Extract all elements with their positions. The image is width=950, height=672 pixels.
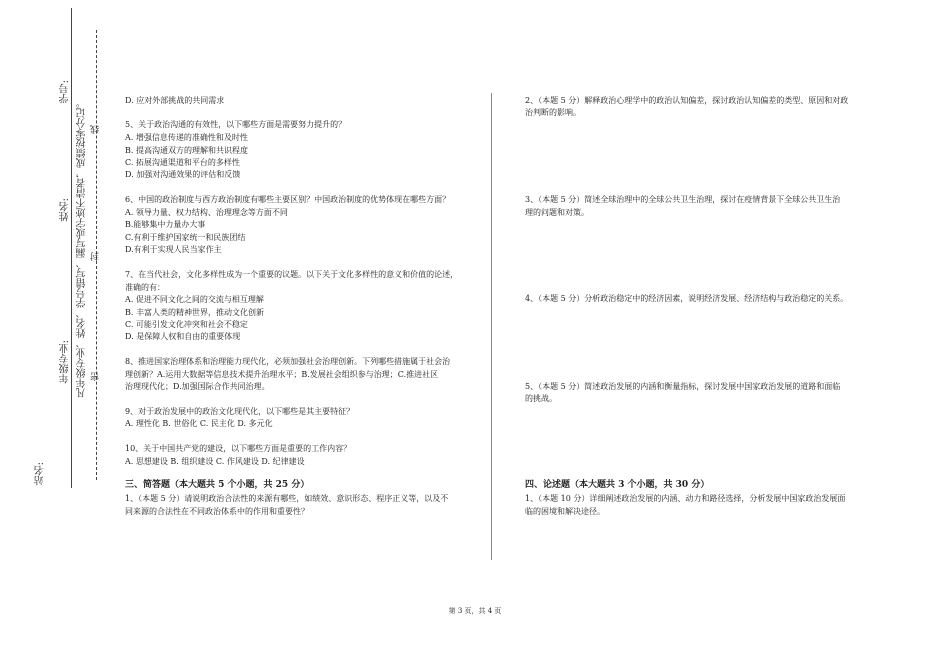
section-4-title: 四、论述题（本大题共 3 个小题，共 30 分） xyxy=(525,480,710,490)
s3-q1-line2: 同来源的合法性在不同政治体系中的作用和重要性？ xyxy=(125,507,309,516)
seal-feng: 封 xyxy=(91,252,101,261)
station-label: 站名: xyxy=(35,462,46,486)
q5-option-b: B. 提高沟通双方的理解和共识程度 xyxy=(125,146,248,155)
student-id-label: 学号: xyxy=(60,80,71,104)
q7-option-c: C. 可能引发文化冲突和社会不稳定 xyxy=(125,320,248,329)
grade-major-label: 年级专业: xyxy=(60,340,71,384)
page-number: 第 3 页，共 4 页 xyxy=(448,607,502,615)
q4-option-d: D. 应对外部挑战的共同需求 xyxy=(125,96,225,105)
q7-option-b: B. 丰富人类的精神世界，推动文化创新 xyxy=(125,308,264,317)
s3-q2-line1: 2、（本题 5 分）解释政治心理学中的政治认知偏差，探讨政治认知偏差的类型、原因和对政 xyxy=(525,96,849,105)
s4-q1-line2: 临的困境和解决途径。 xyxy=(525,507,605,516)
q8-line1: 8、推进国家治理体系和治理能力现代化，必须加强社会治理创新。下列哪些措施属于社会治 xyxy=(125,357,451,366)
q6-option-b: B.能够集中力量办大事 xyxy=(125,220,206,229)
q10-stem: 10、关于中国共产党的建设，以下哪些方面是重要的工作内容？ xyxy=(125,444,352,453)
seal-xian: 线 xyxy=(91,125,101,134)
q8-line3: 治理现代化；D.加强国际合作共同治理。 xyxy=(125,382,270,391)
q7-option-d: D. 是保障人权和自由的重要体现 xyxy=(125,332,241,341)
q6-option-d: D.有利于实现人民当家作主 xyxy=(125,245,222,254)
q9-stem: 9、对于政治发展中的政治文化现代化，以下哪些是其主要特征？ xyxy=(125,407,355,416)
q5-option-a: A. 增强信息传递的准确性和及时性 xyxy=(125,133,248,142)
q9-options: A. 理性化 B. 世俗化 C. 民主化 D. 多元化 xyxy=(125,419,273,428)
q10-options: A. 思想建设 B. 组织建设 C. 作风建设 D. 纪律建设 xyxy=(125,457,305,466)
s3-q5-line1: 5、（本题 5 分）简述政治发展的内涵和衡量指标，探讨发展中国家政治发展的道路和面临 xyxy=(525,382,841,391)
s3-q3-line2: 理的问题和对策。 xyxy=(525,208,589,217)
q7-stem-line1: 7、在当代社会，文化多样性成为一个重要的议题。以下关于文化多样性的意义和价值的论述， xyxy=(125,270,459,279)
q6-option-a: A. 领导力量、权力结构、治理理念等方面不同 xyxy=(125,208,288,217)
s3-q3-line1: 3、（本题 5 分）简述全球治理中的全球公共卫生治理，探讨在疫情背景下全球公共卫生治 xyxy=(525,195,841,204)
q7-stem-line2: 准确的有： xyxy=(125,283,165,292)
s3-q4-line1: 4、（本题 5 分）分析政治稳定中的经济因素，说明经济发展、经济结构与政治稳定的关系。 xyxy=(525,294,849,303)
q7-option-a: A. 促进不同文化之间的交流与相互理解 xyxy=(125,295,264,304)
q6-stem: 6、中国的政治制度与西方政治制度有哪些主要区别？中国政治制度的优势体现在哪些方面？ xyxy=(125,195,451,204)
s3-q2-line2: 治判断的影响。 xyxy=(525,108,581,117)
q5-option-d: D. 加强对沟通效果的评估和反馈 xyxy=(125,170,241,179)
margin-notice: 凡年级专业、姓名、学号错写、漏写或字迹不清者，成绩按零分记。 xyxy=(77,98,88,398)
seal-mi: 密 xyxy=(91,372,101,381)
q8-line2: 理创新？A.运用大数据等信息技术提升治理水平；B.发展社会组织参与治理；C.推进社区 xyxy=(125,370,439,379)
column-divider xyxy=(491,93,492,560)
q5-option-c: C. 拓展沟通渠道和平台的多样性 xyxy=(125,158,240,167)
binding-margin xyxy=(0,0,112,672)
binding-solid-line xyxy=(71,8,72,488)
name-label: 姓名: xyxy=(60,198,71,222)
section-3-title: 三、简答题（本大题共 5 个小题，共 25 分） xyxy=(125,480,310,490)
q5-stem: 5、关于政治沟通的有效性，以下哪些方面是需要努力提升的？ xyxy=(125,120,347,129)
s3-q1-line1: 1、（本题 5 分）请说明政治合法性的来源有哪些，如绩效、意识形态、程序正义等，以及不 xyxy=(125,494,449,503)
q6-option-c: C.有利于维护国家统一和民族团结 xyxy=(125,233,246,242)
s3-q5-line2: 的挑战。 xyxy=(525,394,557,403)
s4-q1-line1: 1、（本题 10 分）详细阐述政治发展的内涵、动力和路径选择，分析发展中国家政治发展面 xyxy=(525,494,846,503)
